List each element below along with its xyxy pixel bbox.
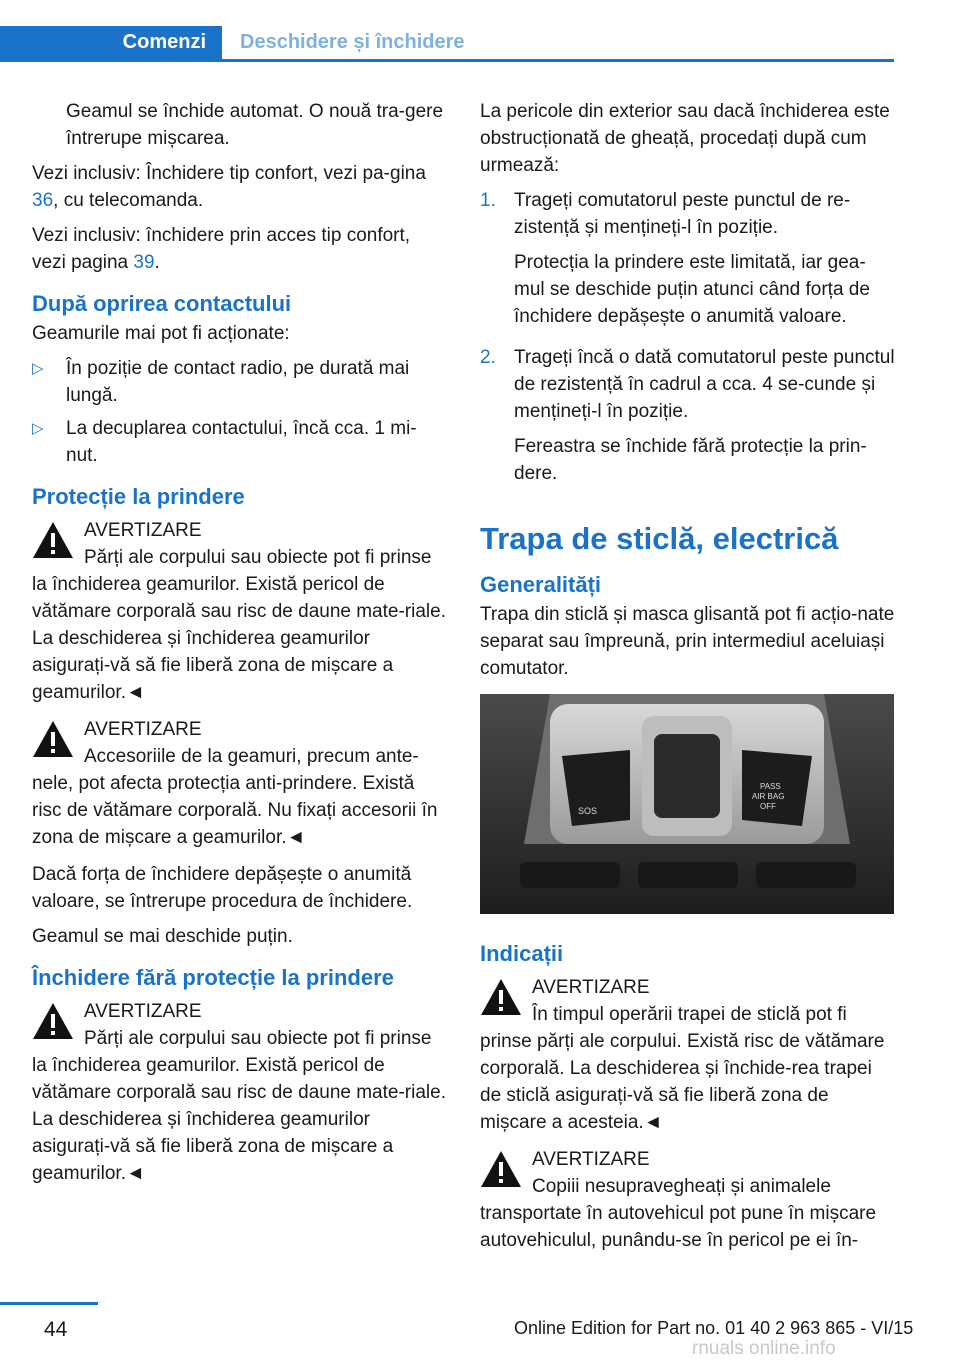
warning-box: [480, 1146, 896, 1254]
tab-comenzi[interactable]: Comenzi: [0, 26, 222, 59]
footer-rule: [0, 1302, 98, 1305]
edition-note: Online Edition for Part no. 01 40 2 963 865 - VI/15: [514, 1318, 914, 1338]
paragraph: Geamul se mai deschide puțin.: [32, 926, 293, 947]
off-label: OFF: [760, 802, 776, 811]
header-bar: [0, 26, 894, 62]
step-subtext: Protecția la prindere este limitată, iar gea-mul se deschide puțin atunci când forța de închidere depășește o anumită valoare.: [514, 252, 870, 327]
right-column: [480, 98, 896, 1264]
warning-box: [32, 998, 448, 1187]
watermark: rnuals online.info: [692, 1338, 836, 1359]
page-link-39[interactable]: 39: [133, 252, 155, 273]
step-number: 1.: [480, 190, 496, 211]
numbered-step: [480, 344, 896, 495]
step-number: 2.: [480, 347, 496, 368]
heading-after-ignition: După oprirea contactului: [32, 291, 292, 316]
roof-console-illustration: [480, 694, 894, 914]
page-link-36[interactable]: 36: [32, 190, 54, 211]
warning-icon: [480, 1149, 522, 1189]
warning-title: AVERTIZARE: [84, 520, 202, 541]
paragraph: Vezi inclusiv: închidere prin acces tip confort, vezi pagina 39.: [32, 225, 411, 273]
paragraph: Dacă forța de închidere depășește o anumită valoare, se întrerupe procedura de închidere.: [32, 864, 413, 912]
warning-text: Părți ale corpului sau obiecte pot fi prinse la închiderea geamurilor. Există pericol de vătămare corporală sau risc de daune mate-riale. La deschiderea și închiderea geamurilor asigurați-vă să fie liberă zona de mișcare a geamurilor.◄: [32, 1028, 446, 1184]
heading-general: Generalități: [480, 572, 602, 597]
heading-pinch-protection: Protecție la prindere: [32, 484, 245, 509]
paragraph: Vezi inclusiv: Închidere tip confort, vezi pa-gina 36, cu telecomanda.: [32, 163, 426, 211]
left-column: [32, 98, 448, 1197]
warning-text: Accesoriile de la geamuri, precum ante-nele, pot afecta protecția anti-prindere. Există risc de vătămare corporală. Nu fixați accesorii în zona de mișcare a geamurilor.◄: [32, 746, 438, 848]
warning-box: [32, 716, 448, 851]
warning-title: AVERTIZARE: [84, 1001, 202, 1022]
warning-title: AVERTIZARE: [84, 719, 202, 740]
step-text: Trageți comutatorul peste punctul de re-zistență și mențineți-l în poziție.: [514, 190, 851, 238]
warning-icon: [32, 1001, 74, 1041]
paragraph: Trapa din sticlă și masca glisantă pot fi acțio-nate separat sau împreună, prin intermediul aceluiași comutator.: [480, 604, 895, 679]
paragraph: Geamul se închide automat. O nouă tra-gere întrerupe mișcarea.: [66, 101, 444, 149]
step-text: Trageți încă o dată comutatorul peste punctul de rezistență în cadrul a cca. 4 se-cunde și mențineți-l în poziție.: [514, 347, 895, 422]
numbered-step: [480, 187, 896, 338]
triangle-bullet-icon: ▷: [32, 420, 44, 437]
pass-label: PASS: [760, 782, 781, 791]
warning-icon: [32, 520, 74, 560]
list-item: ▷ La decuplarea contactului, încă cca. 1 mi-nut.: [32, 415, 448, 469]
paragraph: Geamurile mai pot fi acționate:: [32, 323, 290, 344]
paragraph: La pericole din exterior sau dacă închiderea este obstrucționată de gheață, procedați după cum urmează:: [480, 101, 890, 176]
warning-text: Părți ale corpului sau obiecte pot fi prinse la închiderea geamurilor. Există pericol de vătămare corporală sau risc de daune mate-riale. La deschiderea și închiderea geamurilor asigurați-vă să fie liberă zona de mișcare a geamurilor.◄: [32, 547, 446, 703]
step-subtext: Fereastra se închide fără protecție la prin-dere.: [514, 436, 867, 484]
list-item: ▷ În poziție de contact radio, pe durată mai lungă.: [32, 355, 448, 409]
sos-label: SOS: [578, 806, 598, 816]
tab-deschidere[interactable]: Deschidere și închidere: [240, 31, 465, 53]
warning-icon: [32, 719, 74, 759]
roof-console-photo: [480, 694, 894, 914]
warning-box: [480, 974, 896, 1136]
warning-text: Copiii nesupravegheați și animalele transportate în autovehicul pot pune în mișcare autovehiculul, punându-se în pericol pe ei în-: [480, 1176, 877, 1251]
page-number: 44: [44, 1318, 68, 1341]
warning-icon: [480, 977, 522, 1017]
warning-title: AVERTIZARE: [532, 977, 650, 998]
heading-indications: Indicații: [480, 941, 564, 966]
warning-text: În timpul operării trapei de sticlă pot fi prinse părți ale corpului. Există risc de vătămare corporală. La deschiderea și închide-rea trapei de sticlă asigurați-vă să fie liberă zona de mișcare a acesteia.◄: [480, 1004, 885, 1133]
airbag-label: AIR BAG: [752, 792, 785, 801]
section-title: Trapa de sticlă, electrică: [480, 521, 839, 556]
warning-box: [32, 517, 448, 706]
triangle-bullet-icon: ▷: [32, 360, 44, 377]
heading-close-without-protection: Închidere fără protecție la prindere: [32, 965, 394, 990]
warning-title: AVERTIZARE: [532, 1149, 650, 1170]
